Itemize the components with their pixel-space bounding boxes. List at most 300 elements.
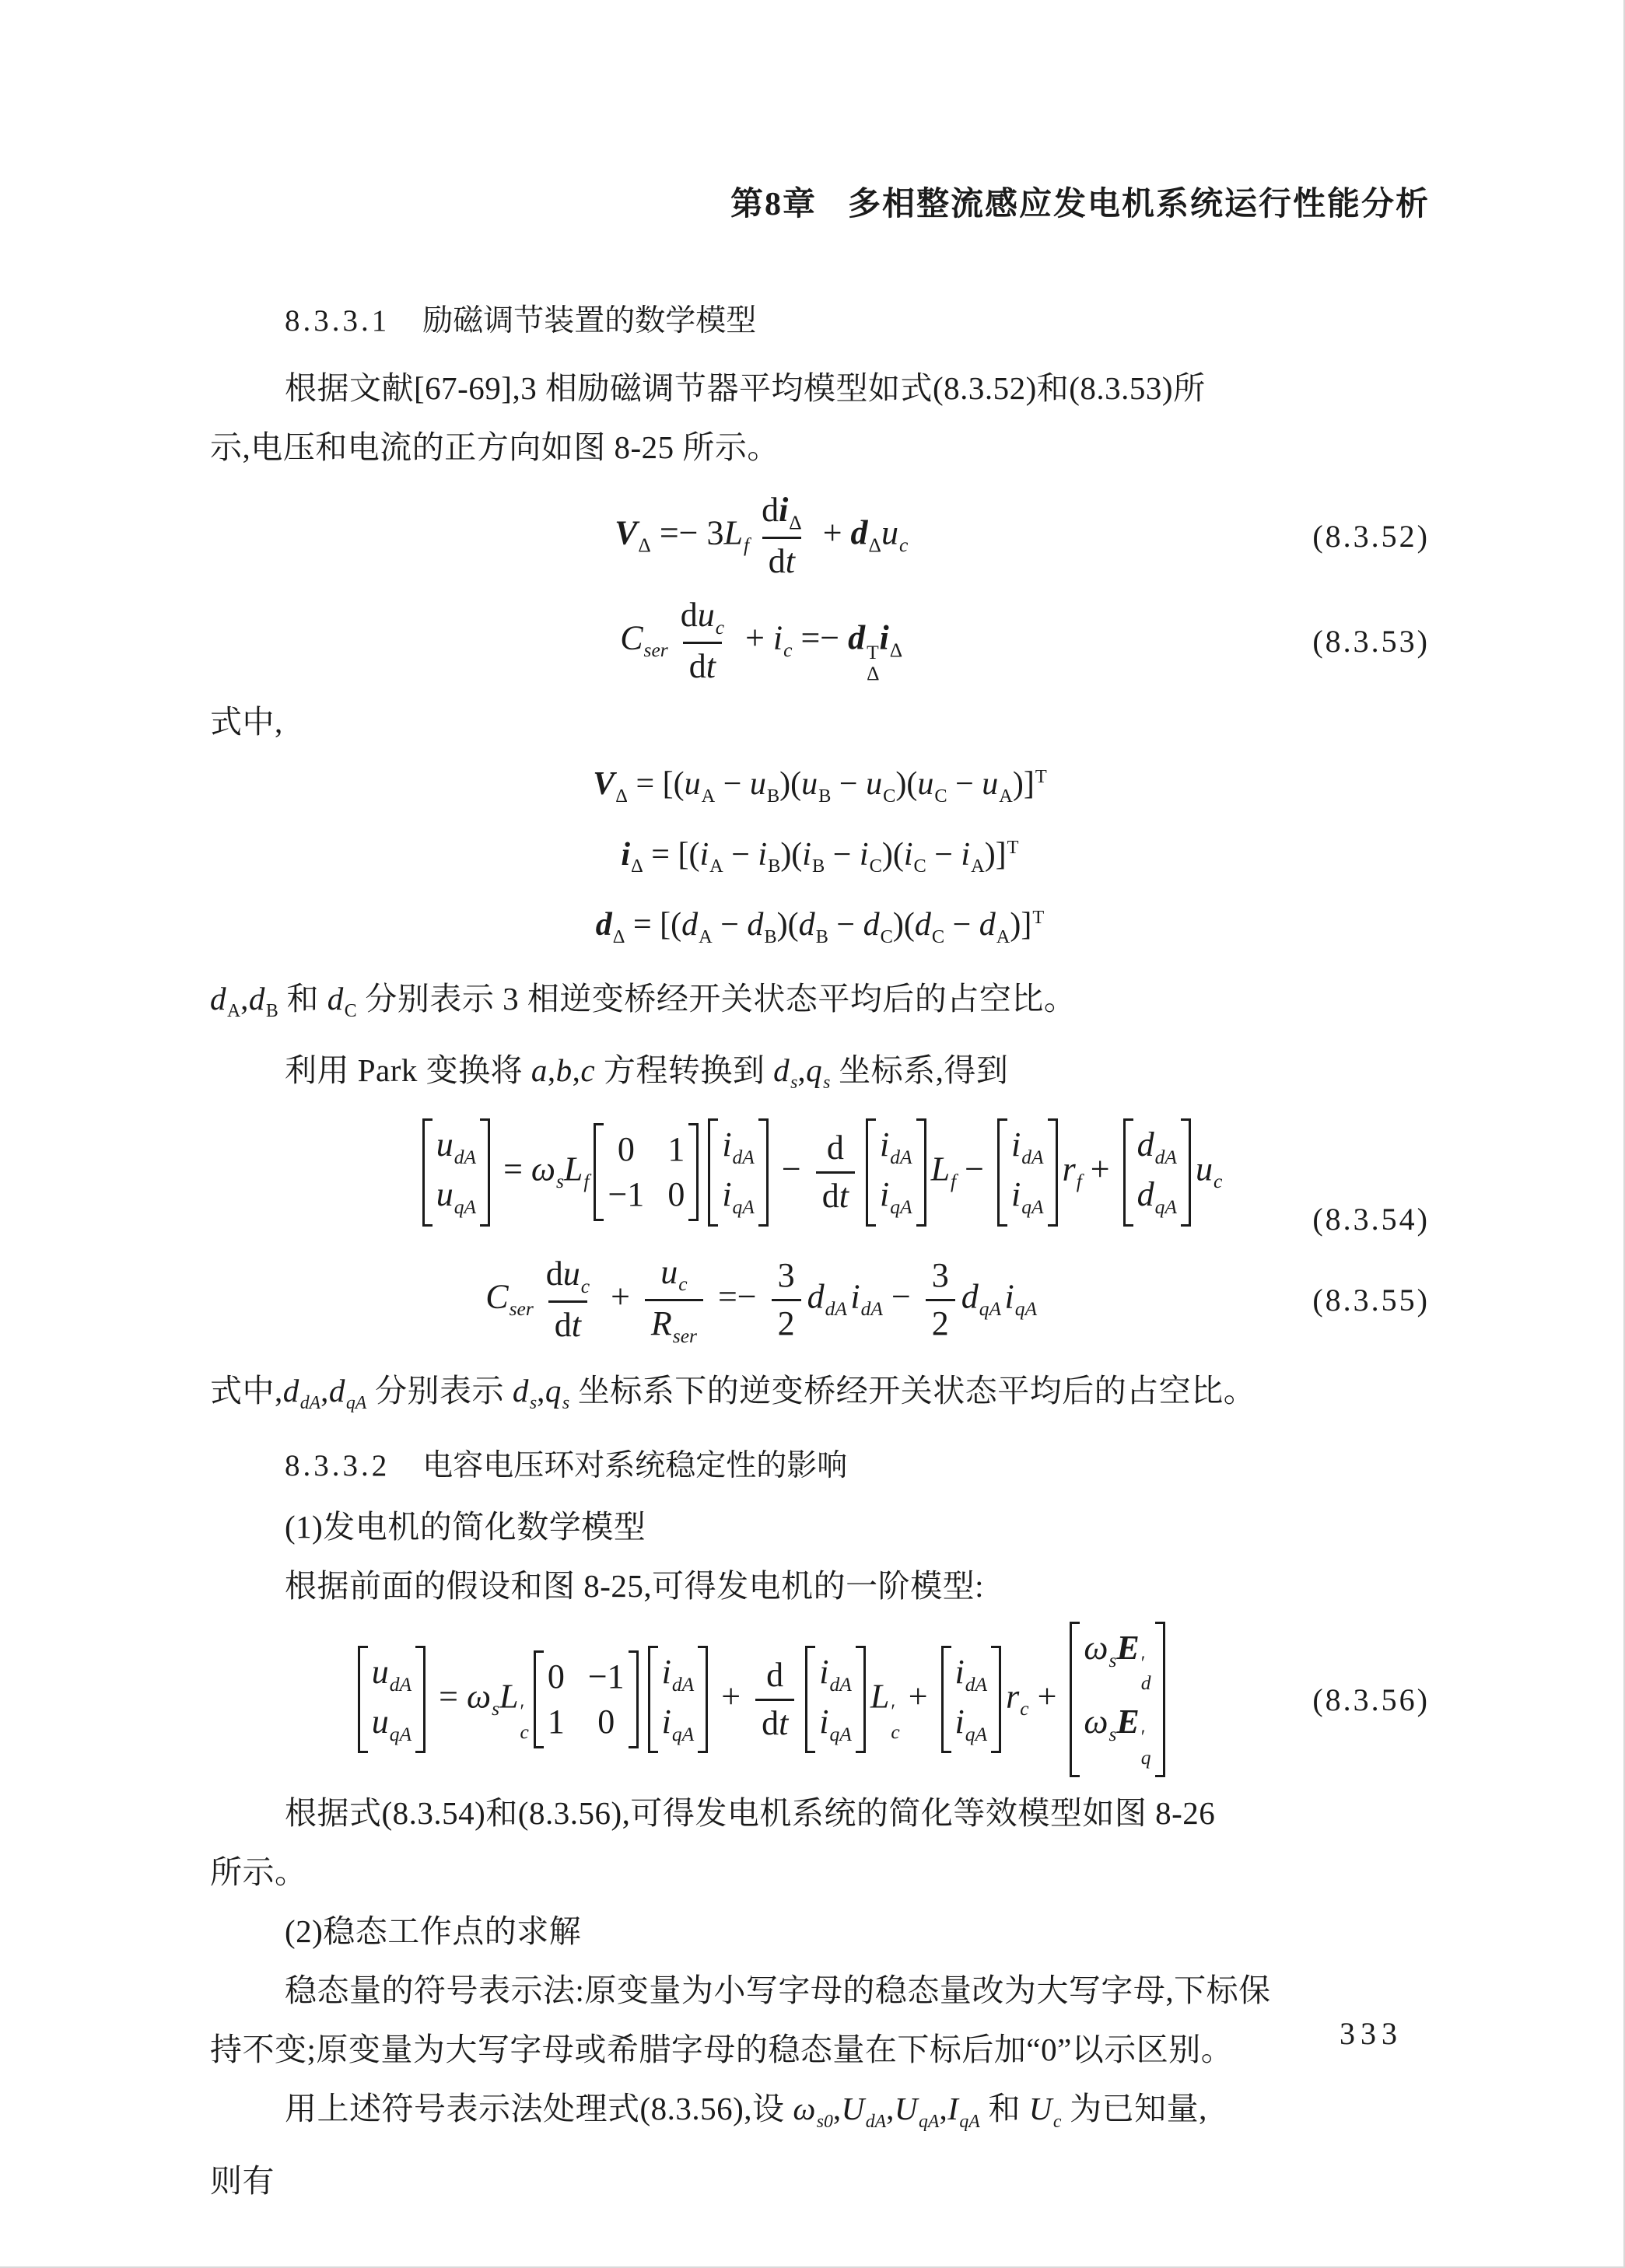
- m-text: +: [1081, 1150, 1119, 1188]
- m-sub: dA: [965, 1672, 988, 1696]
- paragraph-simplified-line1: 根据式(8.3.54)和(8.3.56),可得发电机系统的简化等效模型如图 8-26: [285, 1795, 1216, 1832]
- m-cell: [618, 1132, 635, 1167]
- m-cell: [372, 1705, 412, 1744]
- equation-number: (8.3.56): [1312, 1682, 1430, 1717]
- m-text: )(: [895, 766, 918, 803]
- m-supsub: [867, 642, 879, 684]
- equation-number: (8.3.53): [1312, 623, 1430, 659]
- m-text: =−: [792, 618, 849, 657]
- m-cell: [955, 1705, 988, 1744]
- m-sub: C: [880, 926, 893, 947]
- m-sub: c: [1020, 1697, 1029, 1720]
- equation-8-3-55: [210, 1253, 1430, 1347]
- m-var: i: [802, 836, 811, 873]
- m-text: ,: [320, 1372, 329, 1409]
- m-text: 2: [777, 1304, 795, 1342]
- m-var: i: [758, 836, 768, 873]
- m-sub: qA: [919, 2111, 940, 2132]
- m-mat: [941, 1646, 1002, 1754]
- paragraph-simplified-line2: 所示。: [210, 1854, 307, 1891]
- m-var: i: [903, 836, 913, 873]
- m-cell: [1084, 1705, 1150, 1768]
- m-supsub: [520, 1701, 528, 1743]
- m-text: d: [762, 490, 779, 529]
- m-var: d: [1136, 1125, 1154, 1164]
- m-var: u: [697, 595, 715, 634]
- m-frac: [772, 1256, 801, 1343]
- m-mat: [648, 1646, 709, 1754]
- m-text: d: [826, 1129, 844, 1167]
- m-var: i: [879, 1175, 890, 1214]
- section-number: 8.3.3.2: [285, 1449, 390, 1483]
- m-text: ,: [240, 980, 249, 1017]
- m-text: d: [766, 1656, 784, 1695]
- m-sub: Δ: [789, 510, 802, 534]
- paragraph-steady-line2: 持不变;原变量为大写字母或希腊字母的稳态量在下标后加“0”以示区别。: [210, 2032, 1234, 2068]
- m-cell: [436, 1125, 477, 1168]
- m-var: i: [954, 1703, 965, 1741]
- m-num: [821, 1129, 850, 1171]
- m-var: d: [512, 1372, 529, 1409]
- m-sub: A: [699, 926, 713, 947]
- m-text: = [(: [643, 836, 700, 873]
- m-text: ,: [797, 1052, 807, 1088]
- m-var: d: [747, 907, 764, 943]
- m-text: 式中,: [210, 1372, 283, 1409]
- m-bvar: d: [850, 513, 868, 552]
- m-sub: dA: [732, 1145, 755, 1168]
- m-bvar: E: [1116, 1628, 1140, 1667]
- m-cell: [819, 1705, 852, 1744]
- m-sub: A: [227, 1000, 241, 1021]
- m-var: r: [1006, 1677, 1020, 1716]
- equation-number: (8.3.52): [1312, 518, 1430, 554]
- m-sub: qA: [1021, 1195, 1044, 1219]
- m-text: 0: [667, 1175, 685, 1214]
- m-text: =− 3: [650, 513, 724, 552]
- running-header: [210, 187, 1430, 222]
- m-mat: [997, 1118, 1058, 1227]
- m-text: +: [814, 513, 851, 552]
- m-text: −: [828, 907, 863, 943]
- m-text: −: [944, 907, 979, 943]
- m-var: u: [982, 766, 999, 803]
- m-text: 3: [777, 1256, 795, 1295]
- m-sub: Δ: [612, 926, 625, 947]
- m-var: i: [819, 1703, 829, 1741]
- m-var: U: [1028, 2091, 1052, 2127]
- m-var: i: [1010, 1175, 1021, 1214]
- m-bvar: d: [848, 618, 866, 657]
- m-sub: dA: [829, 1672, 852, 1696]
- m-num: [772, 1256, 801, 1299]
- m-var: L: [870, 1677, 890, 1716]
- m-num: [755, 491, 808, 537]
- chapter-label: 第8章: [730, 187, 817, 222]
- m-sub: B: [768, 856, 781, 877]
- m-supsub: [1140, 1724, 1151, 1769]
- m-text: = [(: [625, 907, 682, 943]
- m-text: ,: [832, 2091, 842, 2127]
- equation-body: [210, 1622, 1312, 1778]
- m-var: ω: [531, 1150, 555, 1188]
- m-var: u: [866, 766, 883, 803]
- m-num: [760, 1656, 790, 1699]
- m-var: u: [1195, 1150, 1213, 1188]
- m-cell: [548, 1705, 565, 1739]
- m-sub: C: [931, 926, 945, 947]
- m-text: +: [899, 1677, 937, 1716]
- m-den: [772, 1299, 801, 1344]
- m-var: d: [807, 1277, 825, 1316]
- m-text: 方程转换到: [595, 1052, 774, 1088]
- m-var: i: [1004, 1277, 1014, 1316]
- m-num: [654, 1253, 693, 1299]
- m-cell: [667, 1132, 685, 1167]
- m-var: ω: [1084, 1628, 1108, 1667]
- m-text: −1: [608, 1175, 645, 1214]
- m-text: d: [545, 1254, 563, 1293]
- m-frac: [816, 1129, 855, 1216]
- paragraph-intro-line1: 根据文献[67-69],3 相励磁调节器平均模型如式(8.3.52)和(8.3.53)所: [285, 369, 1206, 406]
- m-var: u: [917, 766, 934, 803]
- m-var: C: [485, 1277, 509, 1316]
- m-sup: T: [1032, 907, 1045, 929]
- m-text: −: [956, 1150, 993, 1188]
- m-sub: s: [562, 1393, 570, 1414]
- m-bvar: i: [621, 836, 631, 873]
- m-ss-top: T: [867, 640, 879, 663]
- m-sub: ser: [509, 1297, 534, 1321]
- paragraph-park-transform: [210, 1041, 1430, 1112]
- m-var: L: [723, 513, 743, 552]
- m-text: d: [821, 1176, 839, 1215]
- m-text: −: [825, 836, 860, 873]
- m-sub: A: [709, 856, 723, 877]
- m-num: [540, 1255, 596, 1300]
- m-bvar: d: [595, 907, 612, 943]
- m-var: u: [371, 1703, 389, 1741]
- m-sub: dA: [825, 1297, 847, 1321]
- m-den: [926, 1299, 955, 1344]
- definition-i-delta: [210, 822, 1430, 892]
- m-cell: [1010, 1175, 1044, 1219]
- m-var: d: [248, 980, 265, 1017]
- paragraph-intro-line2: 示,电压和电流的正方向如图 8-25 所示。: [210, 429, 779, 465]
- definition-v-delta: [210, 751, 1430, 821]
- m-text: )]: [1012, 766, 1035, 803]
- m-var: C: [620, 618, 643, 657]
- m-var: u: [371, 1652, 389, 1691]
- m-text: )(: [881, 836, 904, 873]
- m-frac: [926, 1256, 955, 1343]
- m-cell: [587, 1657, 625, 1696]
- m-sub: f: [583, 1170, 590, 1193]
- m-cell: [661, 1652, 695, 1696]
- m-var: u: [562, 1254, 580, 1293]
- m-text: +: [602, 1277, 639, 1316]
- equation-body: [210, 491, 1312, 582]
- m-sub: f: [951, 1170, 957, 1193]
- m-sub: c: [1213, 1170, 1223, 1193]
- m-text: −: [882, 1277, 919, 1316]
- m-bvar: i: [879, 618, 889, 657]
- m-var: i: [859, 836, 869, 873]
- m-var: I: [947, 2091, 959, 2127]
- equation-number: (8.3.54): [1312, 1201, 1430, 1237]
- m-sub: A: [971, 856, 985, 877]
- equation-8-3-52: [210, 491, 1430, 582]
- m-text: 为已知量,: [1061, 2091, 1207, 2127]
- m-text: +: [713, 1677, 750, 1716]
- m-sub: dA: [671, 1672, 695, 1696]
- equation-body: [210, 1118, 1430, 1227]
- m-var: U: [894, 2091, 919, 2127]
- m-text: −: [831, 766, 867, 803]
- m-var: d: [773, 1052, 790, 1088]
- m-sub: B: [265, 1000, 278, 1021]
- m-cell: [1010, 1125, 1044, 1168]
- paragraph-shizhong2: [210, 1361, 1430, 1433]
- paragraph-steady-line1: 稳态量的符号表示法:原变量为小写字母的稳态量改为大写字母,下标保: [285, 1972, 1271, 2009]
- m-sub: s: [529, 1393, 538, 1414]
- m-ss-top: ′: [520, 1699, 525, 1722]
- m-var: R: [650, 1304, 672, 1342]
- m-var: d: [327, 980, 344, 1017]
- m-text: −: [723, 836, 758, 873]
- chapter-title: 多相整流感应发电机系统运行性能分析: [847, 187, 1430, 222]
- m-var: i: [819, 1652, 829, 1691]
- section-heading-8-3-3-2: [285, 1448, 1430, 1485]
- m-var: q: [806, 1052, 823, 1088]
- m-var: d: [681, 907, 699, 943]
- m-mat: [805, 1646, 866, 1754]
- m-var: L: [930, 1150, 951, 1188]
- m-mat: [1070, 1622, 1164, 1778]
- m-text: ,: [547, 1052, 556, 1088]
- m-frac: [755, 491, 808, 582]
- m-sub: dA: [389, 1672, 412, 1696]
- m-var: i: [879, 1125, 890, 1164]
- m-var: t: [839, 1176, 849, 1215]
- m-sub: dA: [299, 1393, 321, 1414]
- m-var: i: [1010, 1125, 1021, 1164]
- m-cell: [879, 1125, 912, 1168]
- m-frac: [645, 1253, 703, 1347]
- m-text: +: [737, 618, 773, 657]
- m-cell: [662, 1705, 695, 1744]
- m-sub: qA: [732, 1195, 755, 1219]
- m-bvar: V: [593, 766, 615, 803]
- m-sub: Δ: [638, 534, 651, 557]
- paragraph-duty-cycle: [210, 969, 1430, 1041]
- m-var: i: [661, 1652, 671, 1691]
- definition-d-delta: [210, 892, 1430, 962]
- m-sub: c: [580, 1274, 590, 1297]
- m-var: b: [555, 1052, 573, 1088]
- m-den: [548, 1300, 587, 1346]
- m-sub: ser: [643, 638, 668, 661]
- section-heading-8-3-3-1: [285, 303, 1430, 340]
- m-sub: qA: [671, 1722, 695, 1745]
- m-var: L: [563, 1150, 583, 1188]
- m-cell: [667, 1175, 685, 1214]
- m-text: = [(: [627, 766, 685, 803]
- m-var: i: [954, 1652, 965, 1691]
- m-sup: T: [1035, 766, 1047, 788]
- m-ss-top: ′: [891, 1699, 895, 1722]
- m-var: a: [531, 1052, 548, 1088]
- m-var: u: [684, 766, 701, 803]
- m-cell: [597, 1705, 615, 1739]
- paragraph-gen-model: 根据前面的假设和图 8-25,可得发电机的一阶模型:: [285, 1567, 985, 1604]
- m-text: )]: [984, 836, 1007, 873]
- m-sub: qA: [1154, 1195, 1177, 1219]
- m-mat: [422, 1118, 490, 1227]
- m-sub: Δ: [868, 534, 881, 557]
- m-text: +: [1028, 1677, 1066, 1716]
- m-den: [755, 1699, 794, 1744]
- m-mat: [1123, 1118, 1191, 1227]
- m-sub: f: [1076, 1170, 1082, 1193]
- paragraph-known-quantities: [210, 2079, 1430, 2151]
- m-var: u: [801, 766, 818, 803]
- m-text: d: [762, 1703, 779, 1742]
- m-sub: s: [492, 1697, 499, 1720]
- m-num: [674, 596, 730, 642]
- m-var: U: [841, 2091, 865, 2127]
- m-text: d: [768, 542, 786, 581]
- m-var: u: [660, 1252, 678, 1291]
- m-mat: [708, 1118, 769, 1227]
- m-cell: [722, 1175, 755, 1219]
- m-text: ,: [572, 1052, 581, 1088]
- m-sub: C: [869, 856, 882, 877]
- equation-body: [210, 1253, 1312, 1347]
- m-var: r: [1062, 1150, 1076, 1188]
- m-var: i: [661, 1703, 671, 1741]
- m-var: d: [914, 907, 931, 943]
- m-text: 1: [667, 1130, 685, 1169]
- m-text: 分别表示: [366, 1372, 513, 1409]
- m-sub: qA: [454, 1195, 477, 1219]
- m-cell: [1084, 1628, 1151, 1695]
- equation-8-3-53: [210, 596, 1430, 687]
- m-den: [762, 537, 801, 582]
- m-text: )(: [892, 907, 915, 943]
- equation-number: (8.3.55): [1312, 1282, 1430, 1318]
- m-text: 0: [597, 1703, 615, 1741]
- section-number: 8.3.3.1: [285, 304, 390, 338]
- m-sub: qA: [829, 1722, 852, 1745]
- m-sub: qA: [345, 1393, 367, 1414]
- m-var: d: [1136, 1175, 1154, 1214]
- m-sub: C: [934, 785, 947, 807]
- m-cell: [819, 1652, 852, 1696]
- m-var: u: [749, 766, 766, 803]
- m-sub: dA: [1154, 1145, 1177, 1168]
- m-ss-bot: d: [1140, 1671, 1151, 1695]
- m-var: t: [706, 646, 716, 685]
- m-sub: B: [766, 785, 780, 807]
- m-cell: [608, 1175, 645, 1214]
- m-num: [926, 1256, 955, 1299]
- section-title: 电容电压环对系统稳定性的影响: [422, 1449, 848, 1483]
- m-frac: [540, 1255, 596, 1346]
- m-den: [683, 642, 722, 687]
- m-var: d: [798, 907, 815, 943]
- m-sub: c: [1052, 2111, 1062, 2132]
- m-cell: [436, 1175, 477, 1219]
- m-mat: [866, 1118, 926, 1227]
- m-text: )]: [1010, 907, 1032, 943]
- m-text: )(: [779, 766, 802, 803]
- m-ss-bot: c: [520, 1720, 529, 1743]
- m-var: i: [772, 618, 783, 657]
- m-text: ,: [939, 2091, 948, 2127]
- m-text: d: [680, 595, 698, 634]
- m-text: )(: [776, 907, 799, 943]
- m-ss-bot: c: [891, 1720, 900, 1743]
- m-text: 坐标系,得到: [830, 1052, 1009, 1088]
- m-sub: dA: [890, 1145, 912, 1168]
- m-sub: ser: [672, 1324, 697, 1347]
- m-sub: B: [818, 785, 832, 807]
- m-text: 分别表示 3 相逆变桥经开关状态平均后的占空比。: [356, 980, 1077, 1017]
- m-var: t: [779, 1703, 789, 1742]
- equation-body: [210, 596, 1312, 687]
- m-cell: [371, 1652, 412, 1696]
- m-sub: c: [783, 638, 793, 661]
- m-text: =: [495, 1150, 531, 1188]
- paragraph-item2: (2)稳态工作点的求解: [285, 1913, 582, 1950]
- m-supsub: [891, 1701, 899, 1743]
- m-sub: A: [701, 785, 716, 807]
- m-var: d: [863, 907, 880, 943]
- m-var: c: [580, 1052, 596, 1088]
- m-sub: c: [898, 534, 909, 557]
- m-text: −1: [587, 1657, 625, 1696]
- m-text: −: [772, 1150, 810, 1188]
- m-ss-bot: Δ: [867, 661, 880, 684]
- m-text: 1: [547, 1703, 565, 1741]
- m-sub: A: [996, 926, 1010, 947]
- m-var: i: [850, 1277, 860, 1316]
- m-text: )(: [780, 836, 803, 873]
- m-sub: s: [555, 1170, 564, 1193]
- m-text: 和: [979, 2091, 1029, 2127]
- m-sub: s: [790, 1072, 798, 1093]
- paragraph-shizhong: 式中,: [210, 704, 283, 740]
- m-sub: B: [811, 856, 825, 877]
- m-var: i: [722, 1125, 732, 1164]
- m-mat: [358, 1646, 426, 1754]
- m-bvar: V: [615, 513, 638, 552]
- m-var: d: [979, 907, 996, 943]
- m-text: =−: [709, 1277, 765, 1316]
- m-sub: C: [913, 856, 926, 877]
- m-mat: [534, 1650, 639, 1748]
- m-var: d: [282, 1372, 299, 1409]
- m-sub: Δ: [889, 638, 903, 661]
- m-var: ω: [793, 2091, 816, 2127]
- m-text: d: [554, 1305, 572, 1344]
- m-text: ,: [537, 1372, 545, 1409]
- m-sub: C: [883, 785, 896, 807]
- m-sub: dA: [865, 2111, 887, 2132]
- section-title: 励磁调节装置的数学模型: [422, 304, 757, 338]
- m-ss-bot: q: [1140, 1745, 1151, 1769]
